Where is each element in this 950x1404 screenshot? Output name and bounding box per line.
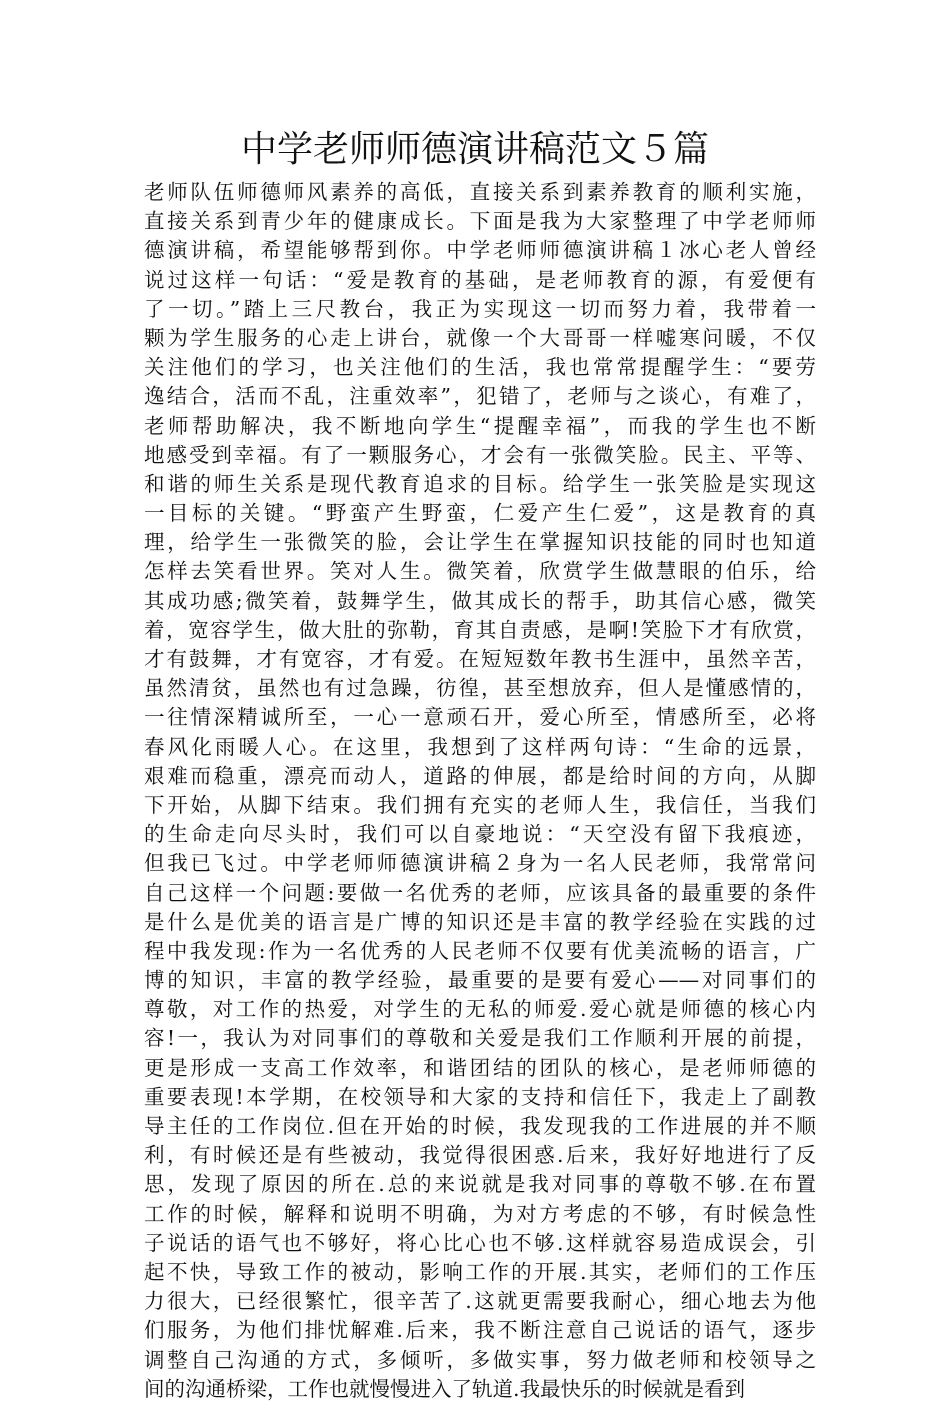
paragraph-line: 怎样去笑看世界。笑对人生。微笑着，欣赏学生做慧眼的伯乐，给 [144,559,816,584]
paragraph-line: 一目标的关键。“野蛮产生野蛮，仁爱产生仁爱”，这是教育的真 [144,501,816,526]
paragraph-line: 直接关系到青少年的健康成长。下面是我为大家整理了中学老师师 [144,209,816,234]
paragraph-line: 间的沟通桥梁，工作也就慢慢进入了轨道.我最快乐的时候就是看到 [144,1376,746,1401]
paragraph-line: 理，给学生一张微笑的脸，会让学生在掌握知识技能的同时也知道 [144,530,816,555]
paragraph-line: 思，发现了原因的所在.总的来说就是我对同事的尊敬不够.在布置 [144,1172,816,1197]
paragraph-line: 利，有时候还是有些被动，我觉得很困惑.后来，我好好地进行了反 [144,1143,816,1168]
paragraph-line: 说过这样一句话：“爱是教育的基础，是老师教育的源，有爱便有 [144,267,816,292]
paragraph-line: 但我已飞过。中学老师师德演讲稿２身为一名人民老师，我常常问 [144,851,816,876]
paragraph-line: 老师帮助解决，我不断地向学生“提醒幸福”，而我的学生也不断 [144,413,816,438]
document-body [144,178,816,1404]
paragraph-line: 是什么是优美的语言是广博的知识还是丰富的教学经验在实践的过 [144,909,816,934]
paragraph-line: 自己这样一个问题:要做一名优秀的老师，应该具备的最重要的条件 [144,880,816,905]
paragraph-line: 地感受到幸福。有了一颗服务心，才会有一张微笑脸。民主、平等、 [144,442,816,467]
paragraph-line: 起不快，导致工作的被动，影响工作的开展.其实，老师们的工作压 [144,1259,816,1284]
paragraph-line: 春风化雨暖人心。在这里，我想到了这样两句诗：“生命的远景， [144,734,816,759]
paragraph-line: 子说话的语气也不够好，将心比心也不够.这样就容易造成误会，引 [144,1230,816,1255]
document-title: 中学老师师德演讲稿范文５篇 [240,129,709,170]
paragraph-line: 程中我发现:作为一名优秀的人民老师不仅要有优美流畅的语言，广 [144,938,816,963]
paragraph-line: 力很大，已经很繁忙，很辛苦了.这就更需要我耐心，细心地去为他 [144,1289,816,1314]
paragraph-line: 了一切。”踏上三尺教台，我正为实现这一切而努力着，我带着一 [144,296,816,321]
paragraph-line: 的生命走向尽头时，我们可以自豪地说：“天空没有留下我痕迹， [144,822,816,847]
paragraph-line: 博的知识，丰富的教学经验，最重要的是要有爱心——对同事们的 [144,968,816,993]
paragraph-line: 着，宽容学生，做大肚的弥勒，育其自责感，是啊!笑脸下才有欣赏， [144,617,816,642]
paragraph-line: 更是形成一支高工作效率，和谐团结的团队的核心，是老师师德的 [144,1055,816,1080]
paragraph-line: 导主任的工作岗位.但在开始的时候，我发现我的工作进展的并不顺 [144,1114,816,1138]
paragraph-line: 颗为学生服务的心走上讲台，就像一个大哥哥一样嘘寒问暖，不仅 [144,325,816,350]
paragraph-line: 艰难而稳重，漂亮而动人，道路的伸展，都是给时间的方向，从脚 [144,763,816,788]
paragraph-line: 一往情深精诚所至，一心一意顽石开，爱心所至，情感所至，必将 [144,705,816,730]
paragraph-line: 工作的时候，解释和说明不明确，为对方考虑的不够，有时候急性 [144,1201,816,1226]
paragraph-line: 尊敬，对工作的热爱，对学生的无私的师爱.爱心就是师德的核心内 [144,997,816,1022]
paragraph-line: 容!一，我认为对同事们的尊敬和关爱是我们工作顺利开展的前提， [144,1026,816,1051]
paragraph-line: 重要表现!本学期，在校领导和大家的支持和信任下，我走上了副教 [144,1084,816,1109]
paragraph-line: 虽然清贫，虽然也有过急躁，彷徨，甚至想放弃，但人是懂感情的， [144,676,816,701]
paragraph-line: 其成功感;微笑着，鼓舞学生，做其成长的帮手，助其信心感，微笑 [144,588,816,613]
paragraph-line: 调整自己沟通的方式，多倾听，多做实事，努力做老师和校领导之 [144,1347,816,1372]
paragraph-line: 和谐的师生关系是现代教育追求的目标。给学生一张笑脸是实现这 [144,471,816,496]
paragraph-line: 老师队伍师德师风素养的高低，直接关系到素养教育的顺利实施， [144,180,816,204]
paragraph-line: 们服务，为他们排忧解难.后来，我不断注意自己说话的语气，逐步 [144,1318,816,1343]
paragraph-line: 德演讲稿，希望能够帮到你。中学老师师德演讲稿１冰心老人曾经 [144,238,816,263]
paragraph-line: 关注他们的学习，也关注他们的生活，我也常常提醒学生：“要劳 [144,355,816,380]
paragraph-line: 下开始，从脚下结束。我们拥有充实的老师人生，我信任，当我们 [144,792,816,817]
paragraph-line: 逸结合，活而不乱，注重效率”，犯错了，老师与之谈心，有难了， [144,384,816,409]
paragraph-line: 才有鼓舞，才有宽容，才有爱。在短短数年教书生涯中，虽然辛苦， [144,647,816,671]
